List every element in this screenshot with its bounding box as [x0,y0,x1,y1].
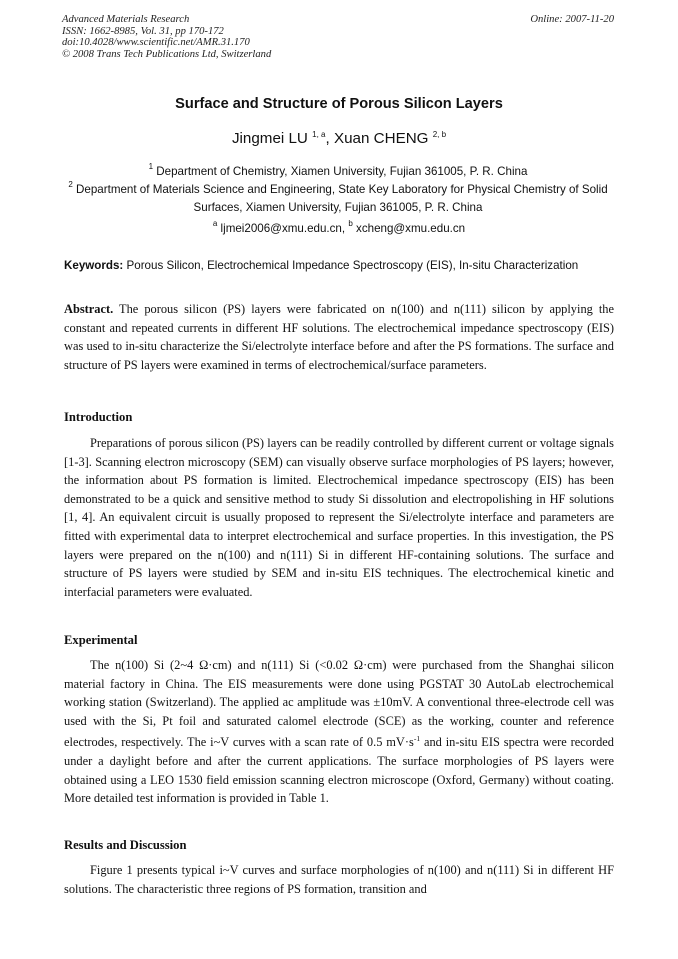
affiliation-2: $^2$ Department of Materials Science and Engineering, State Key Laboratory for Physical Chemistry of Solid Surfaces, Xiamen University, Fujian 361005, P. R. China [68,180,608,214]
copyright-line: © 2008 Trans Tech Publications Ltd, Switzerland [62,48,272,60]
affiliation-1: $^1$ Department of Chemistry, Xiamen University, Fujian 361005, P. R. China [148,162,528,178]
section-heading-introduction: Introduction [64,410,133,424]
abstract [64,300,614,374]
abstract-label: Abstract. [64,302,114,316]
doi-line: doi:10.4028/www.scientific.net/AMR.31.170 [62,37,250,49]
online-date: Online: 2007-11-20 [530,14,614,25]
journal-header [62,14,271,60]
author-name: Xuan CHENG [333,130,429,147]
abstract-text: The porous silicon (PS) layers were fabricated on n(100) and n(111) silicon by applying the constant and repeated currents in different HF solutions. The electrochemical impedance spectroscopy (EIS) was used to in-situ characterize the Si/electrolyte interface before and after the PS formations. The surface and structure of PS layers were examined in terms of electrochemical/surface parameters. [64,302,615,372]
issn-line: ISSN: 1662-8985, Vol. 31, pp 170-172 [62,25,224,37]
paper-title: Surface and Structure of Porous Silicon Layers [175,96,503,112]
email-link[interactable]: ljmei2006@xmu.edu.cn, [220,222,346,235]
keywords-text: Porous Silicon, Electrochemical Impedance Spectroscopy (EIS), In-situ Characterization [126,259,579,272]
author-superscript: 2, b [432,130,447,139]
author-superscript: 1, a [312,130,326,139]
author-line: Jingmei LU $^{1, a}$, Xuan CHENG $^{2, b}$ [231,130,447,147]
section-heading-experimental: Experimental [64,633,138,647]
section-heading-results: Results and Discussion [64,838,187,852]
results-paragraph: Figure 1 presents typical i~V curves and surface morphologies of n(100) and n(111) Si in different HF solutions. The characteristic three regions of PS formation, transition and [64,863,614,896]
introduction-paragraph: Preparations of porous silicon (PS) layers can be readily controlled by different current or voltage signals [1-3]. Scanning electron microscopy (SEM) can visually observe surface morphologies of PS layers; however, the information about PS formation is limited. Electrochemical impedance spectroscopy (EIS) has been demonstrated to be a quick and sensitive method to study Si dissolution and electropolishing in HF solutions [1, 4]. An equivalent circuit is usually proposed to represent the Si/electrolyte interface and parameters are fitted with experimental data to interpret electrochemical and surface properties. In this investigation, the PS layers were prepared on the n(100) and n(111) Si in different HF-containing solutions. The surface and structure of PS layers were studied by SEM and in-situ EIS techniques. The electrochemical kinetic and interfacial parameters were evaluated. [64,436,614,599]
experimental-paragraph: The n(100) Si (2~4 Ω·cm) and n(111) Si (<0.02 Ω·cm) were purchased from the Shanghai silicon material factory in China. The EIS measurements were done using PGSTAT 30 AutoLab electrochemical working station (Switzerland). The applied ac amplitude was ±10mV. A conventional three-electrode cell was used with the Si, Pt foil and saturated calomel electrode (SCE) as the working, counter and reference electrodes, respectively. The i~V curves with a scan rate of 0.5 $mV\cdot s^{-1}$ and in-situ EIS spectra were recorded under a daylight before and after the current applications. The surface morphologies of PS layers were obtained using a LEO 1530 field emission scanning electron microscope (Oxford, Germany) without coating. More detailed test information is provided in Table 1. [64,658,614,806]
author-emails: $^a$ ljmei2006@xmu.edu.cn, $^b$ xcheng@xmu.edu.cn [212,219,466,235]
keywords-label: Keywords: [64,259,124,272]
email-link[interactable]: xcheng@xmu.edu.cn [356,222,466,235]
journal-name: Advanced Materials Research [62,14,190,25]
keywords [64,258,614,275]
author-name: Jingmei LU [231,130,308,147]
